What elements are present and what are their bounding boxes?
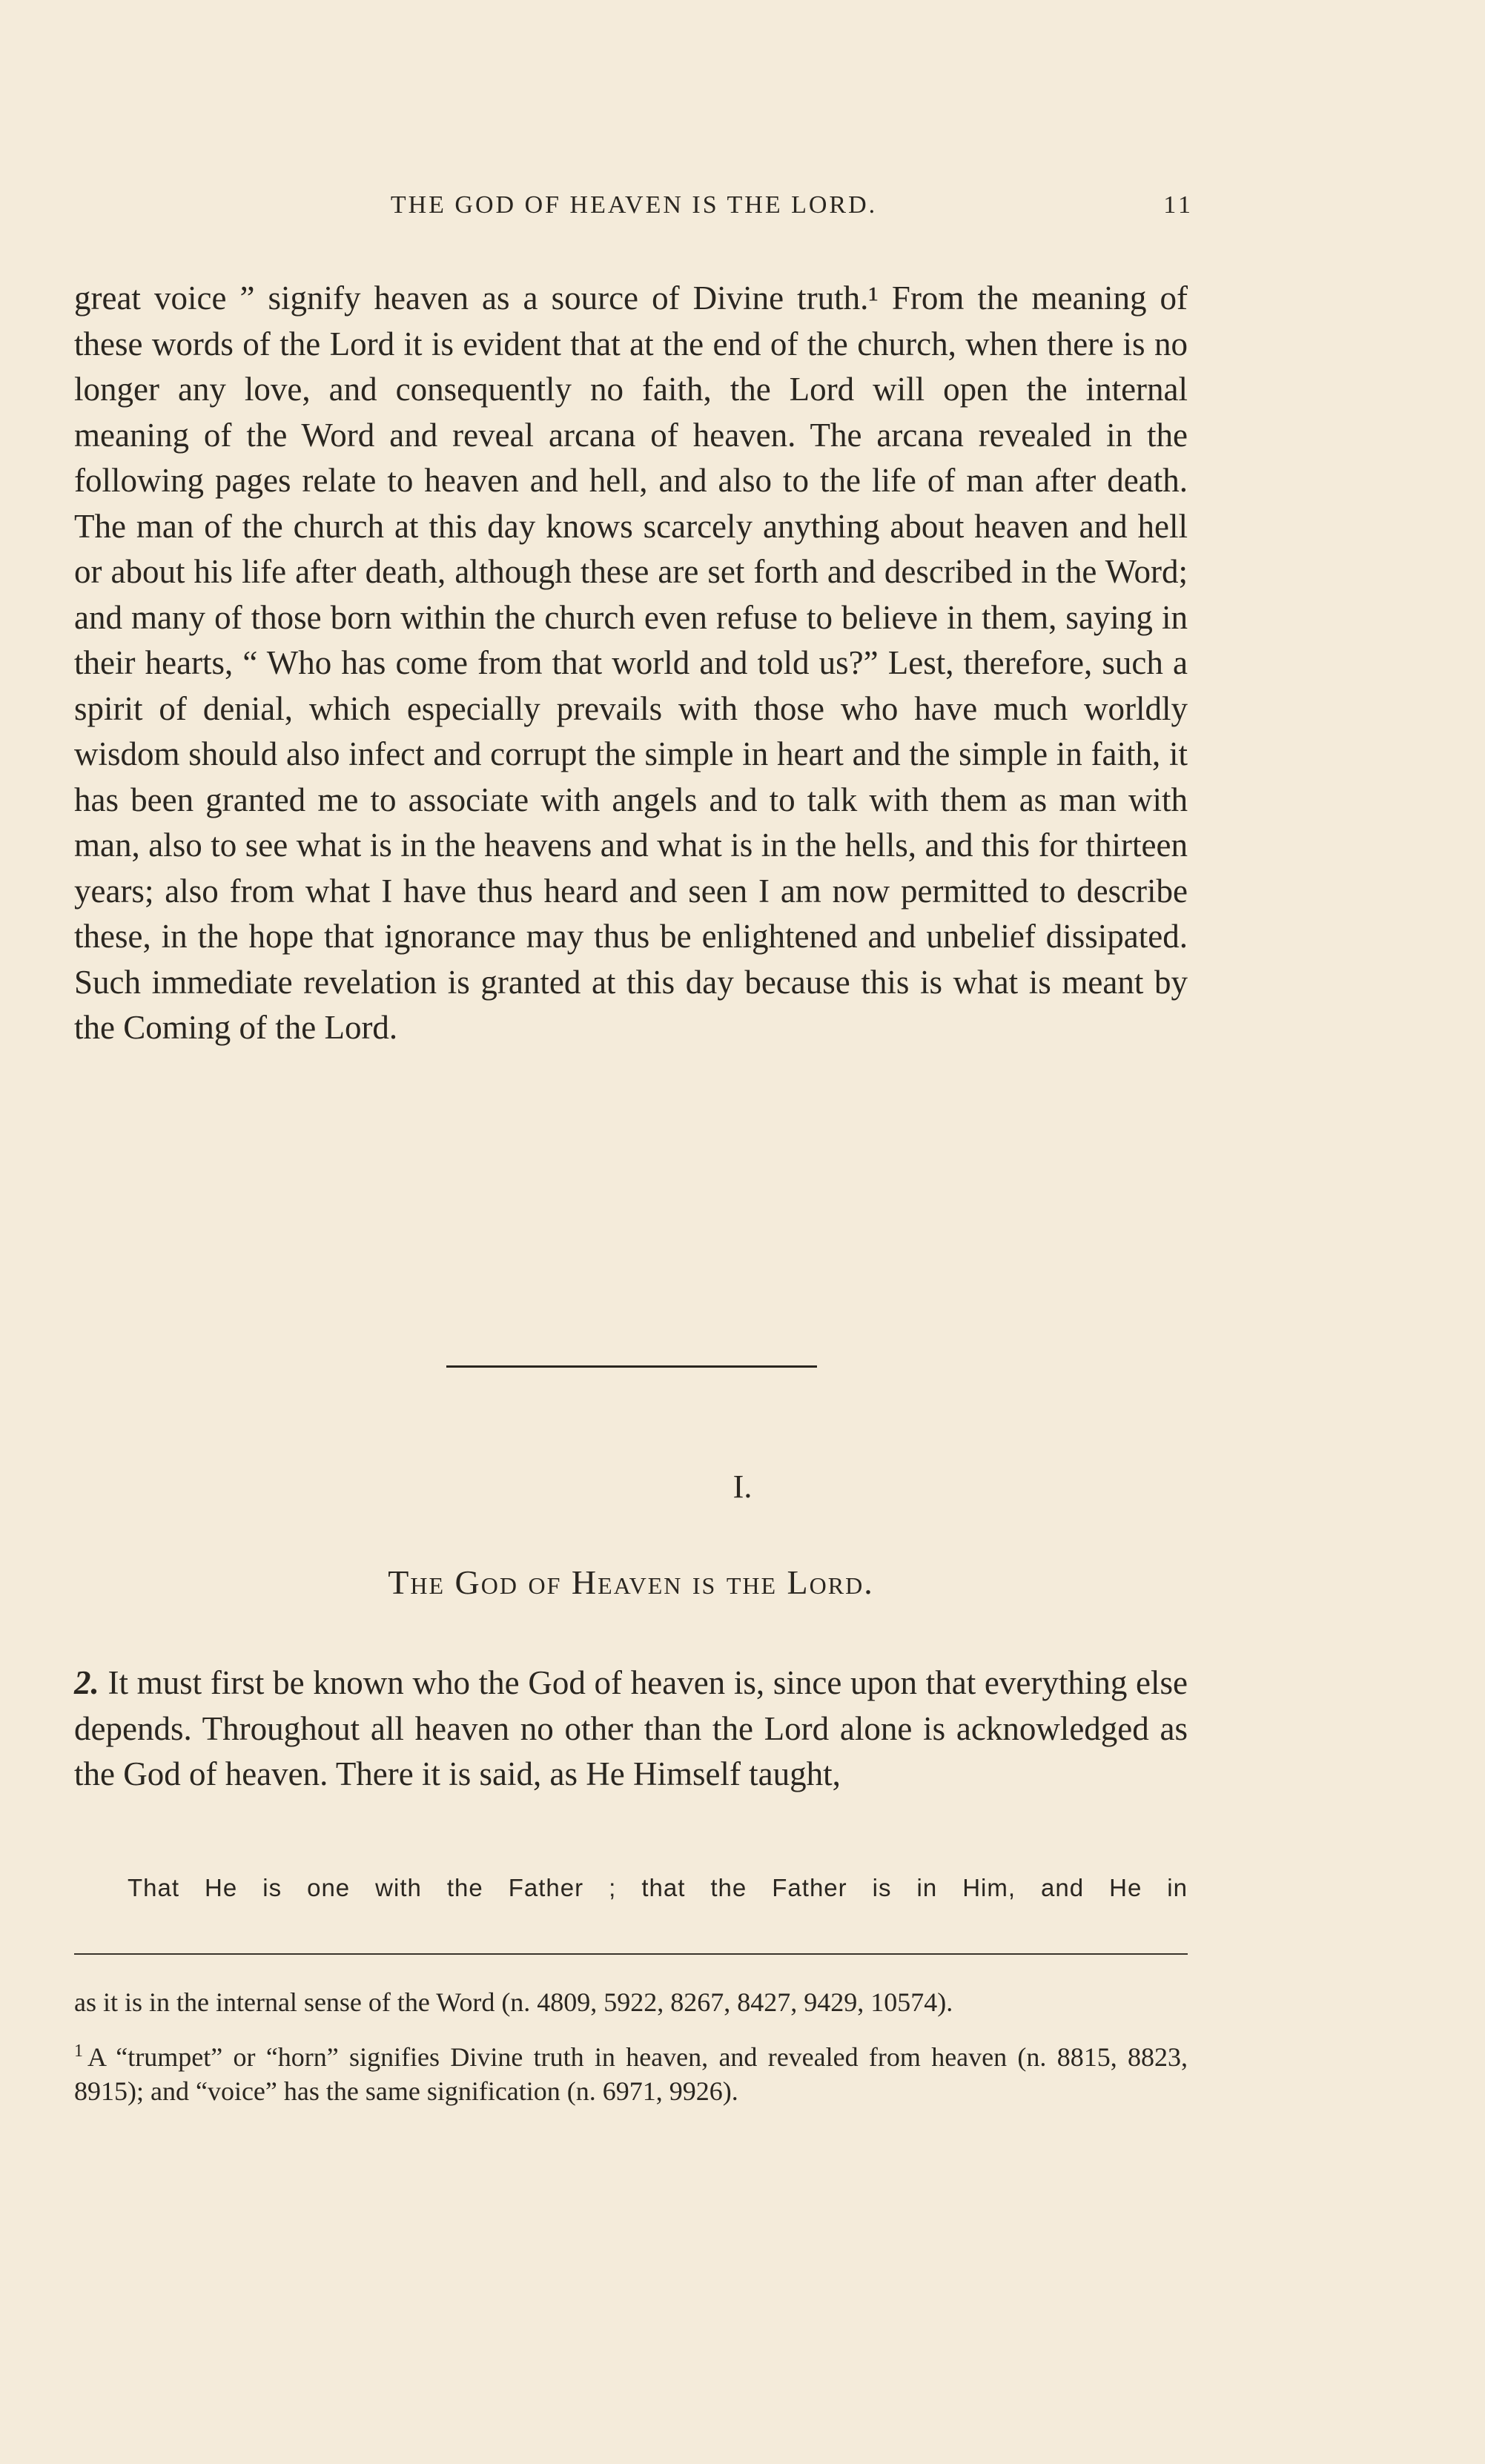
running-title: THE GOD OF HEAVEN IS THE LORD. [390,191,878,219]
paragraph-2 [74,1660,1188,1798]
paragraph-number: 2. [74,1664,99,1701]
quoted-passage: That He is one with the Father ; that the Father is in Him, and He in [128,1874,1188,1901]
paragraph-continued: great voice ” signify heaven as a source of Divine truth.¹ From the meaning of these words of the Lord it is evident that at the end of the church, when there is no longer any love, and consequently no faith, the Lord will open the internal meaning of the Word and reveal arcana of heaven. The arcana revealed in the following pages relate to heaven and hell, and also to the life of man after death. The man of the church at this day knows scarcely anything about heaven and hell or about his life after death, although these are set forth and described in the Word; and many of those born within the church even refuse to believe in them, saying in their hearts, “ Who has come from that world and told us?” Lest, therefore, such a spirit of denial, which especially prevails with those who have much worldly wisdom should also infect and corrupt the simple in heart and the simple in faith, it has been granted me to associate with angels and to talk with them as man with man, also to see what is in the heavens and what is in the hells, and this for thirteen years; also from what I have thus heard and seen I am now permitted to describe these, in the hope that ignorance may thus be enlightened and unbelief dissipated. Such immediate revelation is granted at this day because this is what is meant by the Coming of the Lord. [74,279,1188,1046]
body-text [74,276,1188,1051]
section-title: The God of Heaven is the Lord. [388,1563,874,1601]
footnote-1 [74,2034,1188,2108]
footnotes [74,1985,1188,2123]
footnote-marker: 1 [74,2041,83,2061]
running-head [74,191,1194,228]
section-divider [446,1365,817,1368]
footnote-divider [74,1953,1188,1955]
section-number: I. [732,1468,753,1505]
footnote-continued: as it is in the internal sense of the Word (n. 4809, 5922, 8267, 8427, 9429, 10574). [74,1987,953,2017]
paragraph-2-text: It must first be known who the God of heaven is, since upon that everything else depends. Throughout all heaven no other than the Lord alone is acknowledged as the God of heaven. There it is said, as He Himself taught, [74,1664,1188,1792]
page-number: 11 [1163,191,1194,219]
footnote-1-text: A “trumpet” or “horn” signifies Divine truth in heaven, and revealed from heaven (n. 8815, 8823, 8915); and “voice” has the same signification (n. 6971, 9926). [74,2042,1188,2106]
